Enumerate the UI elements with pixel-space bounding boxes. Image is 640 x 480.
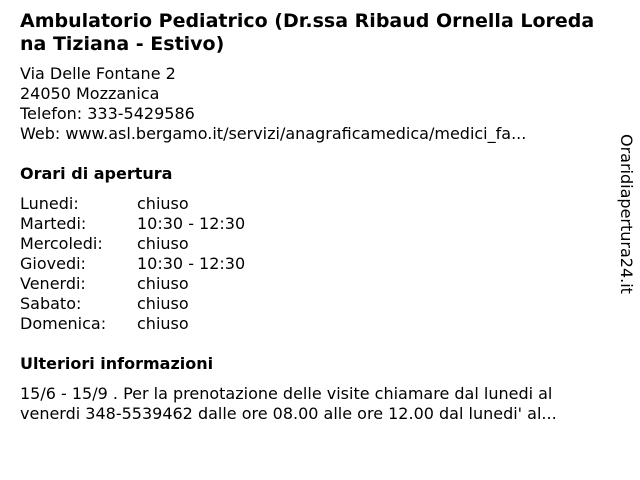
site-watermark: Oraridiapertura24.it [617,134,636,294]
phone-number[interactable]: Telefon: 333-5429586 [20,104,195,123]
hours-value: chiuso [137,314,189,333]
title-line-2: na Tiziana - Estivo) [20,33,225,55]
title-line-1: Ambulatorio Pediatrico (Dr.ssa Ribaud Ornella Loreda [20,10,595,32]
day-label: Venerdi: [20,274,86,293]
postal-city: 24050 Mozzanica [20,84,160,103]
day-label: Sabato: [20,294,82,313]
hours-value: chiuso [137,294,189,313]
additional-info [20,384,620,424]
day-label: Mercoledi: [20,234,103,253]
hours-heading: Orari di apertura [20,164,173,183]
hours-value: 10:30 - 12:30 [137,254,246,273]
hours-value: chiuso [137,274,189,293]
hours-row-tuesday [20,214,246,234]
hours-value: 10:30 - 12:30 [137,214,246,233]
street-address: Via Delle Fontane 2 [20,64,176,83]
hours-row-wednesday [20,234,189,254]
hours-row-monday [20,194,189,214]
info-line-1: 15/6 - 15/9 . Per la prenotazione delle visite chiamare dal lunedi al [20,384,553,403]
day-label: Lunedi: [20,194,79,213]
hours-value: chiuso [137,194,189,213]
hours-value: chiuso [137,234,189,253]
hours-row-thursday [20,254,246,274]
info-line-2: venerdi 348-5539462 dalle ore 08.00 alle ore 12.00 dal lunedi' al... [20,404,557,423]
page-title [20,10,620,56]
day-label: Domenica: [20,314,107,333]
address-block [20,64,526,144]
info-heading: Ulteriori informazioni [20,354,214,373]
hours-row-saturday [20,294,189,314]
website-link[interactable]: Web: www.asl.bergamo.it/servizi/anagraficamedica/medici_fa... [20,124,527,143]
day-label: Giovedi: [20,254,86,273]
hours-row-sunday [20,314,189,334]
opening-hours-table [20,194,246,334]
hours-row-friday [20,274,189,294]
day-label: Martedi: [20,214,87,233]
